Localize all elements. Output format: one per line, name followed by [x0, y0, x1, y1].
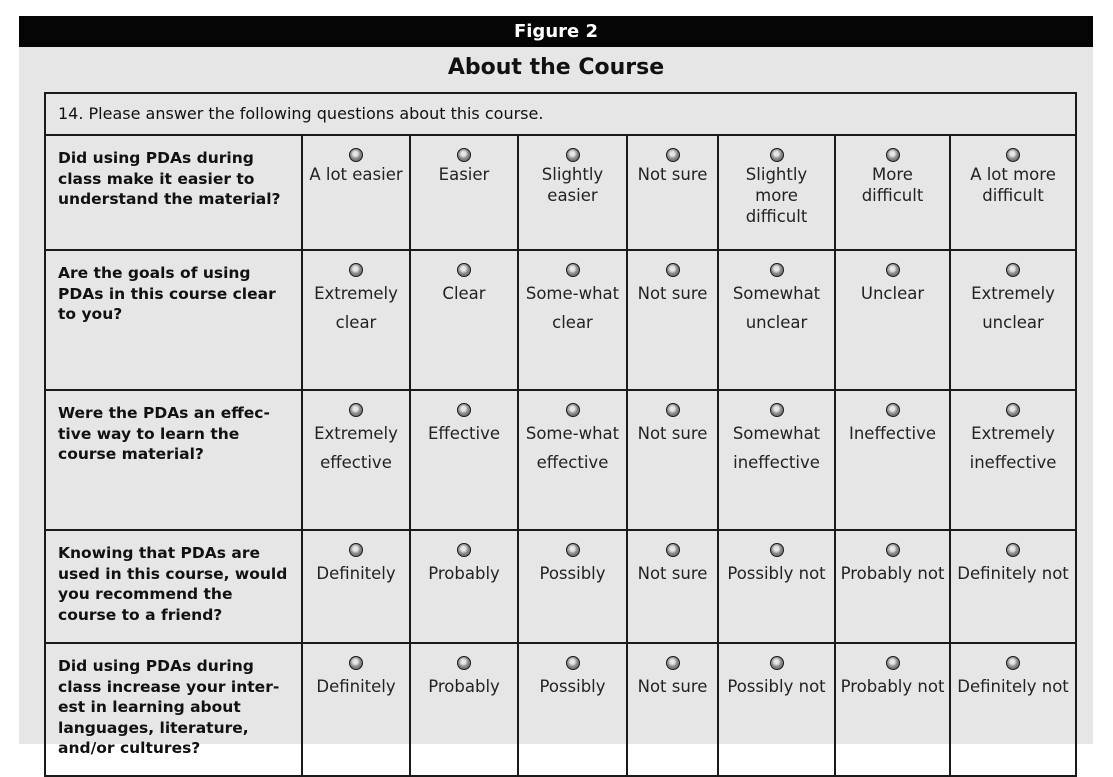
option-label: Possibly	[539, 564, 606, 583]
question-text: Did using PDAs during class increase your inter-est in learning about languages, literature, and/or cultures?	[45, 643, 302, 776]
option-label: Possibly not	[727, 564, 826, 583]
question-row	[45, 530, 1076, 643]
figure-panel	[19, 16, 1093, 757]
radio-button-icon[interactable]	[1006, 656, 1020, 670]
answer-option[interactable]	[950, 390, 1076, 530]
answer-option[interactable]	[302, 135, 410, 250]
option-label: Extremely ineffective	[969, 424, 1057, 472]
radio-button-icon[interactable]	[1006, 148, 1020, 162]
option-label: Possibly	[539, 677, 606, 696]
question-row	[45, 643, 1076, 776]
option-label: Ineffective	[848, 424, 937, 443]
radio-button-icon[interactable]	[349, 263, 363, 277]
option-label: Extremely unclear	[971, 284, 1055, 332]
option-label: Slightly easier	[541, 165, 604, 205]
option-label: Not sure	[637, 424, 708, 443]
option-label: A lot more difficult	[970, 165, 1056, 205]
radio-button-icon[interactable]	[457, 263, 471, 277]
answer-option[interactable]	[302, 250, 410, 390]
radio-button-icon[interactable]	[886, 403, 900, 417]
answer-option[interactable]	[835, 250, 950, 390]
answer-option[interactable]	[518, 250, 627, 390]
answer-option[interactable]	[718, 390, 835, 530]
answer-option[interactable]	[627, 250, 718, 390]
answer-option[interactable]	[718, 135, 835, 250]
answer-option[interactable]	[518, 135, 627, 250]
radio-button-icon[interactable]	[566, 403, 580, 417]
answer-option[interactable]	[302, 530, 410, 643]
radio-button-icon[interactable]	[770, 403, 784, 417]
option-label: A lot easier	[309, 165, 403, 184]
radio-button-icon[interactable]	[770, 543, 784, 557]
radio-button-icon[interactable]	[566, 656, 580, 670]
instructions-text: 14. Please answer the following questions about this course.	[45, 93, 1076, 135]
option-label: Probably	[428, 564, 500, 583]
answer-option[interactable]	[410, 530, 518, 643]
radio-button-icon[interactable]	[1006, 263, 1020, 277]
answer-option[interactable]	[518, 643, 627, 776]
answer-option[interactable]	[627, 135, 718, 250]
radio-button-icon[interactable]	[666, 656, 680, 670]
radio-button-icon[interactable]	[770, 148, 784, 162]
radio-button-icon[interactable]	[770, 263, 784, 277]
answer-option[interactable]	[718, 250, 835, 390]
radio-button-icon[interactable]	[666, 148, 680, 162]
answer-option[interactable]	[950, 250, 1076, 390]
radio-button-icon[interactable]	[457, 148, 471, 162]
answer-option[interactable]	[627, 643, 718, 776]
option-label: Somewhat ineffective	[732, 424, 821, 472]
survey-table	[44, 92, 1077, 777]
question-text: Are the goals of using PDAs in this course clear to you?	[45, 250, 302, 390]
answer-option[interactable]	[627, 530, 718, 643]
radio-button-icon[interactable]	[349, 656, 363, 670]
option-label: Probably	[428, 677, 500, 696]
question-row	[45, 250, 1076, 390]
option-label: Definitely	[316, 564, 396, 583]
radio-button-icon[interactable]	[770, 656, 784, 670]
option-label: Possibly not	[727, 677, 826, 696]
radio-button-icon[interactable]	[886, 263, 900, 277]
option-label: Probably not	[840, 677, 945, 696]
option-label: Clear	[442, 284, 486, 303]
answer-option[interactable]	[627, 390, 718, 530]
option-label: Not sure	[637, 677, 708, 696]
radio-button-icon[interactable]	[886, 656, 900, 670]
radio-button-icon[interactable]	[566, 148, 580, 162]
question-text: Knowing that PDAs are used in this course, would you recommend the course to a friend?	[45, 530, 302, 643]
answer-option[interactable]	[835, 135, 950, 250]
radio-button-icon[interactable]	[457, 656, 471, 670]
option-label: Extremely clear	[314, 284, 398, 332]
radio-button-icon[interactable]	[666, 403, 680, 417]
radio-button-icon[interactable]	[566, 543, 580, 557]
answer-option[interactable]	[410, 390, 518, 530]
option-label: Definitely not	[957, 677, 1069, 696]
option-label: Some-what effective	[525, 424, 620, 472]
radio-button-icon[interactable]	[457, 403, 471, 417]
radio-button-icon[interactable]	[349, 403, 363, 417]
radio-button-icon[interactable]	[1006, 543, 1020, 557]
figure-title: About the Course	[447, 55, 665, 80]
option-label: Easier	[438, 165, 490, 184]
answer-option[interactable]	[302, 643, 410, 776]
question-row	[45, 390, 1076, 530]
question-text: Did using PDAs during class make it easier to understand the material?	[45, 135, 302, 250]
radio-button-icon[interactable]	[566, 263, 580, 277]
answer-option[interactable]	[302, 390, 410, 530]
radio-button-icon[interactable]	[666, 543, 680, 557]
question-text: Were the PDAs an effec-tive way to learn the course material?	[45, 390, 302, 530]
option-label: Not sure	[637, 284, 708, 303]
radio-button-icon[interactable]	[886, 543, 900, 557]
option-label: Slightly more difficult	[745, 165, 808, 226]
answer-option[interactable]	[410, 135, 518, 250]
answer-option[interactable]	[718, 643, 835, 776]
answer-option[interactable]	[950, 135, 1076, 250]
option-label: Effective	[428, 424, 500, 443]
option-label: More difficult	[861, 165, 924, 205]
answer-option[interactable]	[950, 643, 1076, 776]
answer-option[interactable]	[718, 530, 835, 643]
radio-button-icon[interactable]	[457, 543, 471, 557]
radio-button-icon[interactable]	[886, 148, 900, 162]
radio-button-icon[interactable]	[1006, 403, 1020, 417]
option-label: Probably not	[840, 564, 945, 583]
option-label: Definitely	[316, 677, 396, 696]
answer-option[interactable]	[518, 530, 627, 643]
question-row	[45, 135, 1076, 250]
option-label: Somewhat unclear	[732, 284, 821, 332]
option-label: Not sure	[637, 165, 708, 184]
radio-button-icon[interactable]	[666, 263, 680, 277]
answer-option[interactable]	[835, 390, 950, 530]
radio-button-icon[interactable]	[349, 543, 363, 557]
answer-option[interactable]	[835, 643, 950, 776]
figure-label: Figure 2	[19, 16, 1093, 47]
answer-option[interactable]	[950, 530, 1076, 643]
answer-option[interactable]	[835, 530, 950, 643]
answer-option[interactable]	[410, 643, 518, 776]
option-label: Extremely effective	[314, 424, 398, 472]
option-label: Unclear	[860, 284, 925, 303]
option-label: Some-what clear	[525, 284, 620, 332]
answer-option[interactable]	[518, 390, 627, 530]
option-label: Definitely not	[957, 564, 1069, 583]
radio-button-icon[interactable]	[349, 148, 363, 162]
answer-option[interactable]	[410, 250, 518, 390]
option-label: Not sure	[637, 564, 708, 583]
